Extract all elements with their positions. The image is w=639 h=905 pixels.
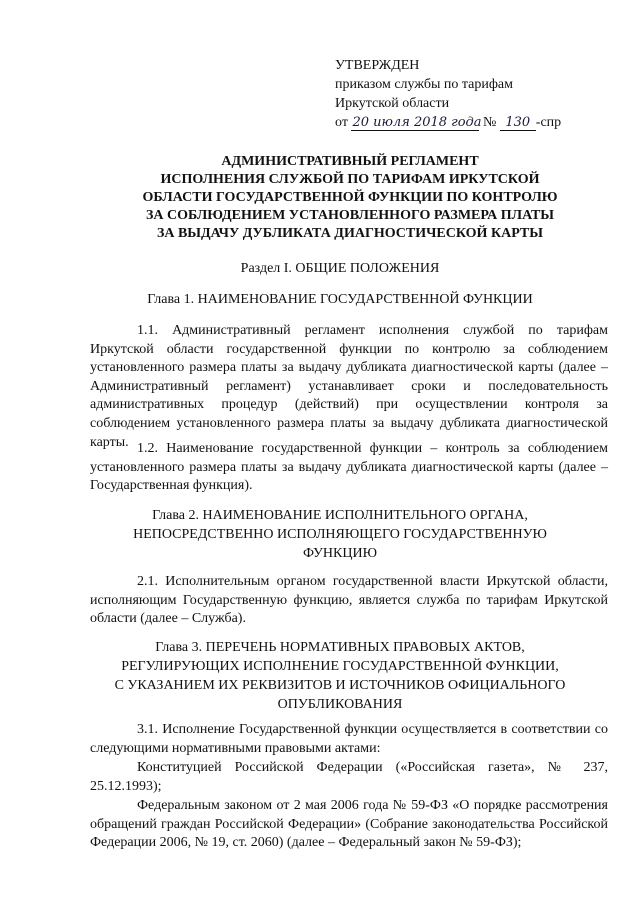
document-title <box>110 153 590 243</box>
approval-order-line: приказом службы по тарифам <box>335 77 513 92</box>
chapter-3-line: РЕГУЛИРУЮЩИХ ИСПОЛНЕНИЕ ГОСУДАРСТВЕННОЙ ФУНКЦИИ, <box>121 659 559 674</box>
title-line: ОБЛАСТИ ГОСУДАРСТВЕННОЙ ФУНКЦИИ ПО КОНТРОЛЮ <box>142 190 558 205</box>
handwritten-number: 130 <box>500 115 536 131</box>
paragraph-1-1: 1.1. Административный регламент исполнения службой по тарифам Иркутской области государственной функции по контролю за соблюдением установленного размера платы за выдачу дубликата диагностической карты (далее – Административный регламент) устанавливает сроки и последовательность административных процедур (действий) при осуществлении контроля за соблюдением установленного размера платы за выдачу дубликата диагностической карты. <box>90 323 608 450</box>
approval-heading: УТВЕРЖДЕН <box>335 58 420 73</box>
chapter-3-line: Глава 3. ПЕРЕЧЕНЬ НОРМАТИВНЫХ ПРАВОВЫХ АКТОВ, <box>155 640 525 655</box>
paragraph-3-1: 3.1. Исполнение Государственной функции осуществляется в соответствии со следующими нормативными правовыми актами: <box>90 722 608 756</box>
title-line: ЗА СОБЛЮДЕНИЕМ УСТАНОВЛЕННОГО РАЗМЕРА ПЛАТЫ <box>145 208 555 223</box>
chapter-3-heading <box>80 638 600 714</box>
section-heading <box>80 259 600 278</box>
chapter-2-line: Глава 2. НАИМЕНОВАНИЕ ИСПОЛНИТЕЛЬНОГО ОРГАНА, <box>152 508 528 523</box>
chapter-2-line: ФУНКЦИЮ <box>303 546 377 561</box>
approval-date-line <box>335 113 561 132</box>
title-line: ЗА ВЫДАЧУ ДУБЛИКАТА ДИАГНОСТИЧЕСКОЙ КАРТЫ <box>156 226 544 241</box>
paragraph-1-2: 1.2. Наименование государственной функции – контроль за соблюдением установленного размера платы за выдачу дубликата диагностической карты (далее – Государственная функция). <box>90 441 608 494</box>
title-line: АДМИНИСТРАТИВНЫЙ РЕГЛАМЕНТ <box>221 154 479 169</box>
chapter-2-heading <box>80 506 600 563</box>
paragraph-3-constitution: Конституцией Российской Федерации («Российская газета», № 237, 25.12.1993); <box>90 760 608 794</box>
paragraph-2-1: 2.1. Исполнительным органом государственной власти Иркутской области, исполняющим Государственную функцию, является служба по тарифам Иркутской области (далее – Служба). <box>90 574 608 627</box>
approval-number-label: № <box>482 115 497 130</box>
chapter-1-heading <box>80 290 600 309</box>
handwritten-date: 20 июля 2018 года <box>352 115 482 130</box>
chapter-3-line: С УКАЗАНИЕМ ИХ РЕКВИЗИТОВ И ИСТОЧНИКОВ ОФИЦИАЛЬНОГО <box>114 678 566 693</box>
chapter-3-line: ОПУБЛИКОВАНИЯ <box>277 697 403 712</box>
paragraph-3-federal-law: Федеральным законом от 2 мая 2006 года № 59-ФЗ «О порядке рассмотрения обращений граждан Российской Федерации» (Собрание законодательства Российской Федерации 2006, № 19, ст. 2060) (далее – Федеральный закон № 59-ФЗ); <box>90 798 608 851</box>
title-line: ИСПОЛНЕНИЯ СЛУЖБОЙ ПО ТАРИФАМ ИРКУТСКОЙ <box>160 172 540 187</box>
approval-from-label: от <box>335 115 348 130</box>
chapter-1-text: Глава 1. НАИМЕНОВАНИЕ ГОСУДАРСТВЕННОЙ ФУНКЦИИ <box>147 292 533 307</box>
chapter-2-line: НЕПОСРЕДСТВЕННО ИСПОЛНЯЮЩЕГО ГОСУДАРСТВЕННУЮ <box>133 527 547 542</box>
approval-number-suffix: -спр <box>535 115 562 130</box>
section-1-heading: Раздел I. ОБЩИЕ ПОЛОЖЕНИЯ <box>240 261 440 276</box>
approval-block <box>335 56 561 132</box>
approval-region-line: Иркутской области <box>335 96 450 111</box>
